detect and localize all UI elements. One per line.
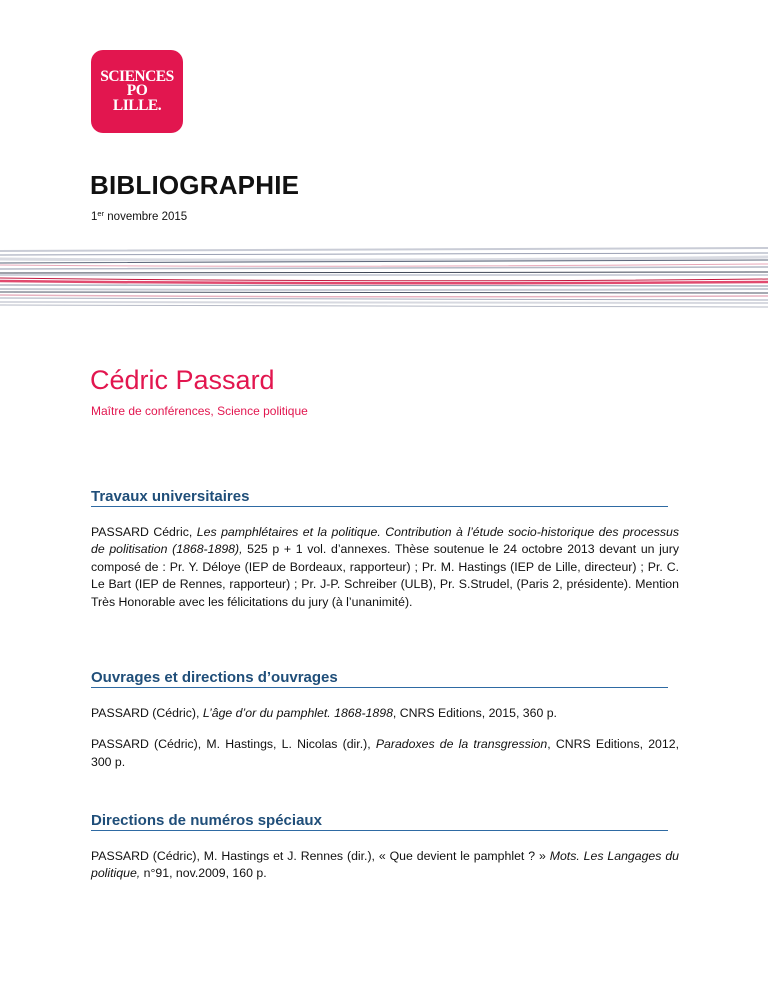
entry-author: PASSARD Cédric, bbox=[91, 525, 197, 539]
entry-title: Paradoxes de la transgression bbox=[375, 737, 548, 752]
sciences-po-lille-logo bbox=[91, 50, 183, 133]
entry-details: 525 p + 1 vol. d’annexes. Thèse soutenue le 24 octobre 2013 devant un jury composé de : Pr. Y. Déloye (IEP de Bordeaux, rapporteur) ; Pr. M. Hastings (IEP de Lille, directeur) ; Pr. C. Le Bart (IEP de Rennes, rapporteur) ; Pr. J-P. Schreiber (ULB), Pr. S.Strudel, (Paris 2, présidente). Mention Très Honorable avec les félicitations du jury (à l’unanimité). bbox=[91, 542, 679, 609]
entry-title: L’âge d’or du pamphlet. 1868-1898 bbox=[202, 706, 393, 720]
section-ouvrages bbox=[91, 669, 679, 771]
decorative-lines bbox=[0, 245, 768, 315]
date-suffix: er bbox=[97, 209, 105, 218]
entry-details: , CNRS Editions, 2012, 300 p. bbox=[91, 737, 679, 769]
bibliography-entry bbox=[91, 736, 679, 771]
entry-details: n°91, nov.2009, 160 p. bbox=[140, 866, 267, 881]
date-day: 1 bbox=[91, 211, 98, 223]
section-numeros-speciaux bbox=[91, 812, 679, 883]
logo-line-3: LILLE. bbox=[112, 96, 162, 114]
entry-author: PASSARD (Cédric), M. Hastings, L. Nicolas (dir.), bbox=[91, 737, 376, 752]
logo-line-2: PO bbox=[126, 82, 148, 100]
entry-author: PASSARD (Cédric), M. Hastings et J. Rennes (dir.), « Que devient le pamphlet ? » bbox=[91, 849, 550, 863]
author-role: Maître de conférences, Science politique bbox=[91, 404, 308, 418]
entry-details: , CNRS Editions, 2015, 360 p. bbox=[392, 706, 557, 720]
date-month-year: novembre 2015 bbox=[104, 211, 188, 223]
entry-author: PASSARD (Cédric), bbox=[91, 706, 203, 720]
bibliography-entry bbox=[91, 524, 679, 611]
author-name: Cédric Passard bbox=[90, 365, 275, 395]
entry-title: Les pamphlétaires et la politique. Contribution à l’étude socio-historique des processus de politisation (1868-1898), bbox=[91, 525, 679, 557]
section-heading: Directions de numéros spéciaux bbox=[91, 812, 668, 831]
document-date bbox=[91, 211, 187, 223]
bibliography-entry bbox=[91, 848, 679, 883]
page-title: BIBLIOGRAPHIE bbox=[90, 170, 300, 200]
section-heading: Travaux universitaires bbox=[91, 488, 668, 507]
logo-line-1: SCIENCES bbox=[100, 67, 174, 85]
bibliography-entry bbox=[91, 705, 679, 722]
entry-title: Mots. Les Langages du politique, bbox=[91, 849, 679, 881]
section-travaux-universitaires bbox=[91, 488, 679, 611]
section-heading: Ouvrages et directions d’ouvrages bbox=[91, 669, 668, 688]
